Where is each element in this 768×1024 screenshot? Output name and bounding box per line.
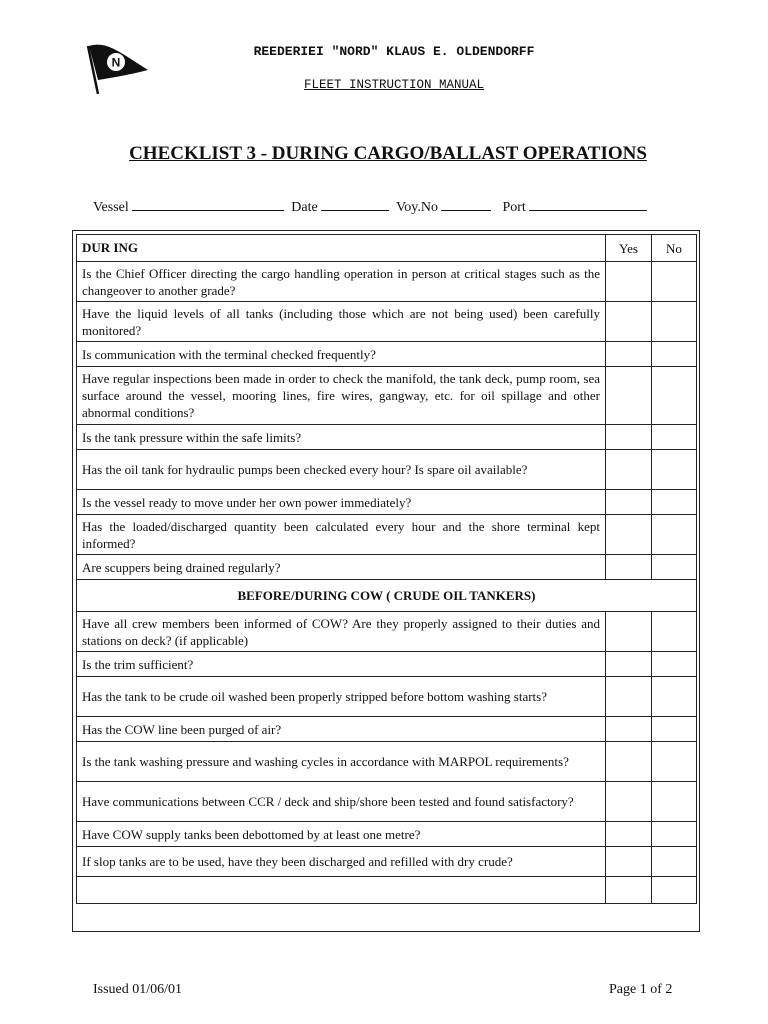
checklist-row [77, 262, 697, 302]
yes-checkbox-cell[interactable] [606, 302, 652, 342]
date-input-line[interactable] [321, 197, 389, 211]
empty-row [77, 877, 697, 904]
empty-question-cell[interactable] [77, 877, 606, 904]
manual-title [0, 78, 768, 92]
yes-checkbox-cell[interactable] [606, 677, 652, 717]
section-header-row [77, 580, 697, 612]
no-checkbox-cell[interactable] [652, 782, 697, 822]
yes-checkbox-cell[interactable] [606, 877, 652, 904]
no-checkbox-cell[interactable] [652, 847, 697, 877]
no-checkbox-cell[interactable] [652, 555, 697, 580]
checklist-row [77, 450, 697, 490]
question-text: Is the trim sufficient? [77, 652, 606, 677]
cow-section-title: BEFORE/DURING COW ( CRUDE OIL TANKERS) [77, 580, 697, 612]
question-text: If slop tanks are to be used, have they been discharged and refilled with dry crude? [77, 847, 606, 877]
yes-checkbox-cell[interactable] [606, 367, 652, 425]
no-checkbox-cell[interactable] [652, 490, 697, 515]
date-label: Date [291, 200, 318, 215]
no-checkbox-cell[interactable] [652, 652, 697, 677]
checklist-row [77, 490, 697, 515]
no-checkbox-cell[interactable] [652, 612, 697, 652]
checklist-row [77, 652, 697, 677]
port-input-line[interactable] [529, 197, 647, 211]
no-checkbox-cell[interactable] [652, 425, 697, 450]
checklist-title-text: CHECKLIST 3 - DURING CARGO/BALLAST OPERATIONS [129, 143, 647, 164]
yes-checkbox-cell[interactable] [606, 555, 652, 580]
no-checkbox-cell[interactable] [652, 677, 697, 717]
checklist-row [77, 555, 697, 580]
checklist-row [77, 302, 697, 342]
checklist-row [77, 515, 697, 555]
yes-checkbox-cell[interactable] [606, 782, 652, 822]
issued-date: Issued 01/06/01 [93, 982, 183, 997]
vessel-input-line[interactable] [132, 197, 284, 211]
question-text: Has the COW line been purged of air? [77, 717, 606, 742]
checklist-row [77, 342, 697, 367]
no-checkbox-cell[interactable] [652, 822, 697, 847]
yes-column-header: Yes [606, 235, 652, 262]
checklist-row [77, 367, 697, 425]
checklist-table [76, 234, 697, 904]
question-text: Have regular inspections been made in order to check the manifold, the tank deck, pump room, sea surface around the vessel, mooring lines, fire wires, gangway, etc. for oil spillage and other abnormal conditions? [77, 367, 606, 425]
logo-letter: N [111, 55, 121, 70]
yes-checkbox-cell[interactable] [606, 450, 652, 490]
question-text: Have communications between CCR / deck and ship/shore been tested and found satisfactory? [77, 782, 606, 822]
checklist-row [77, 847, 697, 877]
yes-checkbox-cell[interactable] [606, 847, 652, 877]
yes-checkbox-cell[interactable] [606, 262, 652, 302]
yes-checkbox-cell[interactable] [606, 425, 652, 450]
checklist-title [0, 143, 768, 165]
company-name: REEDERIEI "NORD" KLAUS E. OLDENDORFF [253, 44, 535, 59]
table-header-row [77, 235, 697, 262]
no-column-header: No [652, 235, 697, 262]
yes-checkbox-cell[interactable] [606, 342, 652, 367]
no-checkbox-cell[interactable] [652, 367, 697, 425]
vessel-label: Vessel [93, 200, 129, 215]
port-label: Port [502, 200, 526, 215]
no-checkbox-cell[interactable] [652, 717, 697, 742]
yes-checkbox-cell[interactable] [606, 822, 652, 847]
checklist-row [77, 425, 697, 450]
no-checkbox-cell[interactable] [652, 342, 697, 367]
yes-checkbox-cell[interactable] [606, 490, 652, 515]
during-header: DUR ING [77, 235, 606, 262]
question-text: Have the liquid levels of all tanks (including those which are not being used) been carefully monitored? [77, 302, 606, 342]
question-text: Has the tank to be crude oil washed been properly stripped before bottom washing starts? [77, 677, 606, 717]
no-checkbox-cell[interactable] [652, 742, 697, 782]
checklist-row [77, 822, 697, 847]
question-text: Have all crew members been informed of COW? Are they properly assigned to their duties and stations on deck? (if applicable) [77, 612, 606, 652]
checklist-row [77, 742, 697, 782]
yes-checkbox-cell[interactable] [606, 717, 652, 742]
voy-input-line[interactable] [441, 197, 491, 211]
question-text: Is communication with the terminal checked frequently? [77, 342, 606, 367]
vessel-info-fields [93, 197, 651, 216]
no-checkbox-cell[interactable] [652, 450, 697, 490]
yes-checkbox-cell[interactable] [606, 742, 652, 782]
no-checkbox-cell[interactable] [652, 515, 697, 555]
checklist-row [77, 782, 697, 822]
question-text: Is the tank pressure within the safe limits? [77, 425, 606, 450]
voy-label: Voy.No [395, 200, 438, 215]
question-text: Have COW supply tanks been debottomed by at least one metre? [77, 822, 606, 847]
no-checkbox-cell[interactable] [652, 262, 697, 302]
yes-checkbox-cell[interactable] [606, 515, 652, 555]
checklist-row [77, 677, 697, 717]
question-text: Has the oil tank for hydraulic pumps been checked every hour? Is spare oil available? [77, 450, 606, 490]
yes-checkbox-cell[interactable] [606, 652, 652, 677]
page-number: Page 1 of 2 [609, 982, 673, 997]
no-checkbox-cell[interactable] [652, 877, 697, 904]
question-text: Has the loaded/discharged quantity been calculated every hour and the shore terminal kept informed? [77, 515, 606, 555]
question-text: Is the Chief Officer directing the cargo handling operation in person at critical stages such as the changeover to another grade? [77, 262, 606, 302]
question-text: Is the vessel ready to move under her own power immediately? [77, 490, 606, 515]
checklist-row [77, 612, 697, 652]
question-text: Is the tank washing pressure and washing cycles in accordance with MARPOL requirements? [77, 742, 606, 782]
manual-title-text: FLEET INSTRUCTION MANUAL [303, 78, 485, 92]
yes-checkbox-cell[interactable] [606, 612, 652, 652]
question-text: Are scuppers being drained regularly? [77, 555, 606, 580]
checklist-row [77, 717, 697, 742]
no-checkbox-cell[interactable] [652, 302, 697, 342]
